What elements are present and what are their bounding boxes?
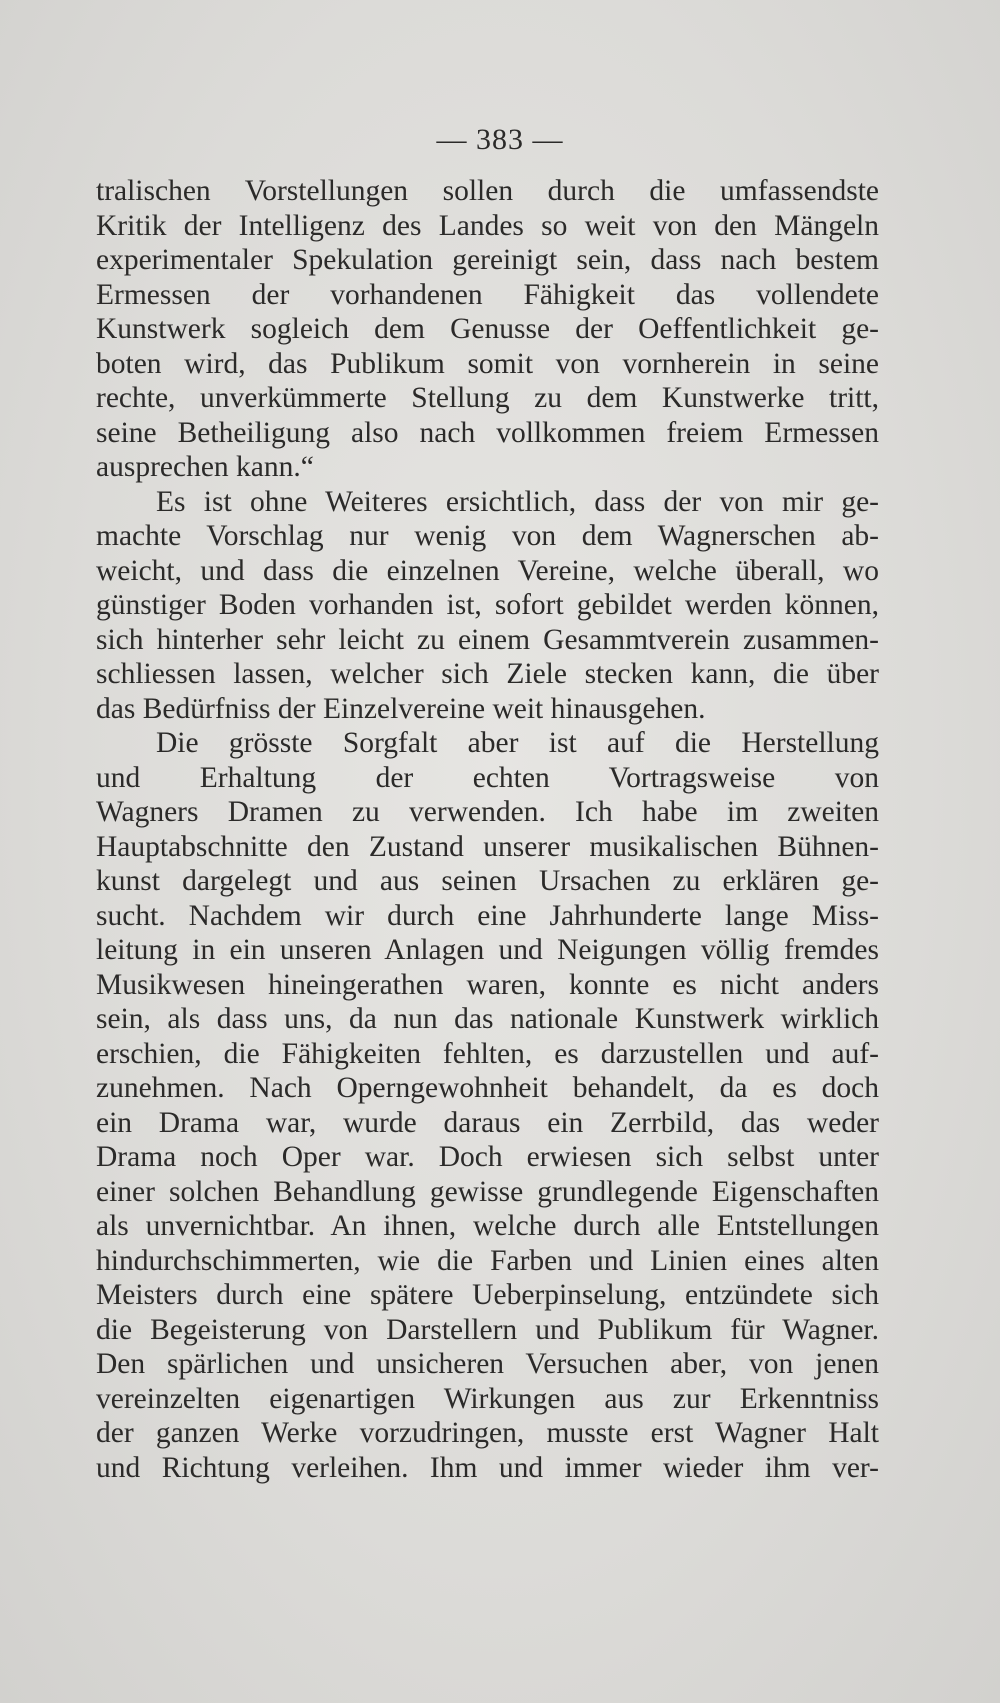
text-line: Meisters durch eine spätere Ueberpinselung, entzündete sich [96, 1279, 879, 1311]
text-line: Die grösste Sorgfalt aber ist auf die Herstellung [156, 727, 879, 759]
text-line: sein, als dass uns, da nun das nationale Kunstwerk wirklich [96, 1003, 879, 1035]
text-line: boten wird, das Publikum somit von vornherein in seine [96, 347, 879, 380]
text-line: ein Drama war, wurde daraus ein Zerrbild, das weder [96, 1106, 879, 1139]
text-line: zunehmen. Nach Operngewohnheit behandelt, da es doch [96, 1072, 879, 1104]
text-line: und Richtung verleihen. Ihm und immer wieder ihm ver- [96, 1451, 879, 1484]
text-line: leitung in ein unseren Anlagen und Neigungen völlig fremdes [96, 934, 879, 966]
text-line: Den spärlichen und unsicheren Versuchen aber, von jenen [96, 1348, 879, 1380]
text-line: tralischen Vorstellungen sollen durch die umfassendste [96, 175, 879, 207]
text-line: schliessen lassen, welcher sich Ziele stecken kann, die über [96, 658, 879, 690]
body-text [96, 174, 879, 1485]
text-line: Kunstwerk sogleich dem Genusse der Oeffentlichkeit ge- [96, 313, 879, 345]
text-line: das Bedürfniss der Einzelvereine weit hinausgehen. [96, 692, 706, 725]
text-line: kunst dargelegt und aus seinen Ursachen zu erklären ge- [96, 865, 879, 897]
text-line: Drama noch Oper war. Doch erwiesen sich selbst unter [96, 1141, 879, 1173]
text-line: der ganzen Werke vorzudringen, musste erst Wagner Halt [96, 1417, 879, 1449]
text-line: vereinzelten eigenartigen Wirkungen aus zur Erkenntniss [96, 1382, 879, 1415]
text-line: erschien, die Fähigkeiten fehlten, es darzustellen und auf- [96, 1037, 879, 1070]
text-line: Es ist ohne Weiteres ersichtlich, dass der von mir ge- [156, 485, 879, 518]
text-line: machte Vorschlag nur wenig von dem Wagnerschen ab- [96, 520, 879, 552]
text-line: einer solchen Behandlung gewisse grundlegende Eigenschaften [96, 1175, 879, 1208]
text-line: günstiger Boden vorhanden ist, sofort gebildet werden können, [96, 589, 879, 621]
text-line: die Begeisterung von Darstellern und Publikum für Wagner. [96, 1313, 879, 1346]
text-line: Hauptabschnitte den Zustand unserer musikalischen Bühnen- [96, 830, 879, 863]
text-line: rechte, unverkümmerte Stellung zu dem Kunstwerke tritt, [96, 382, 879, 414]
text-line: sich hinterher sehr leicht zu einem Gesammtverein zusammen- [96, 623, 879, 656]
text-line: Kritik der Intelligenz des Landes so weit von den Mängeln [96, 209, 879, 242]
page-number: — 383 — [436, 123, 564, 156]
text-line: experimentaler Spekulation gereinigt sein, dass nach bestem [96, 244, 879, 276]
text-line: und Erhaltung der echten Vortragsweise von [96, 761, 879, 794]
text-line: seine Betheiligung also nach vollkommen freiem Ermessen [96, 416, 879, 449]
text-line: als unvernichtbar. An ihnen, welche durch alle Entstellungen [96, 1210, 879, 1242]
text-line: ausprechen kann.“ [96, 451, 314, 483]
text-line: Ermessen der vorhandenen Fähigkeit das vollendete [96, 278, 879, 311]
text-line: Wagners Dramen zu verwenden. Ich habe im zweiten [96, 796, 879, 828]
text-line: Musikwesen hineingerathen waren, konnte es nicht anders [96, 968, 879, 1001]
text-line: sucht. Nachdem wir durch eine Jahrhunderte lange Miss- [96, 899, 879, 932]
text-line: hindurchschimmerten, wie die Farben und Linien eines alten [96, 1244, 879, 1277]
text-line: weicht, und dass die einzelnen Vereine, welche überall, wo [96, 554, 879, 587]
